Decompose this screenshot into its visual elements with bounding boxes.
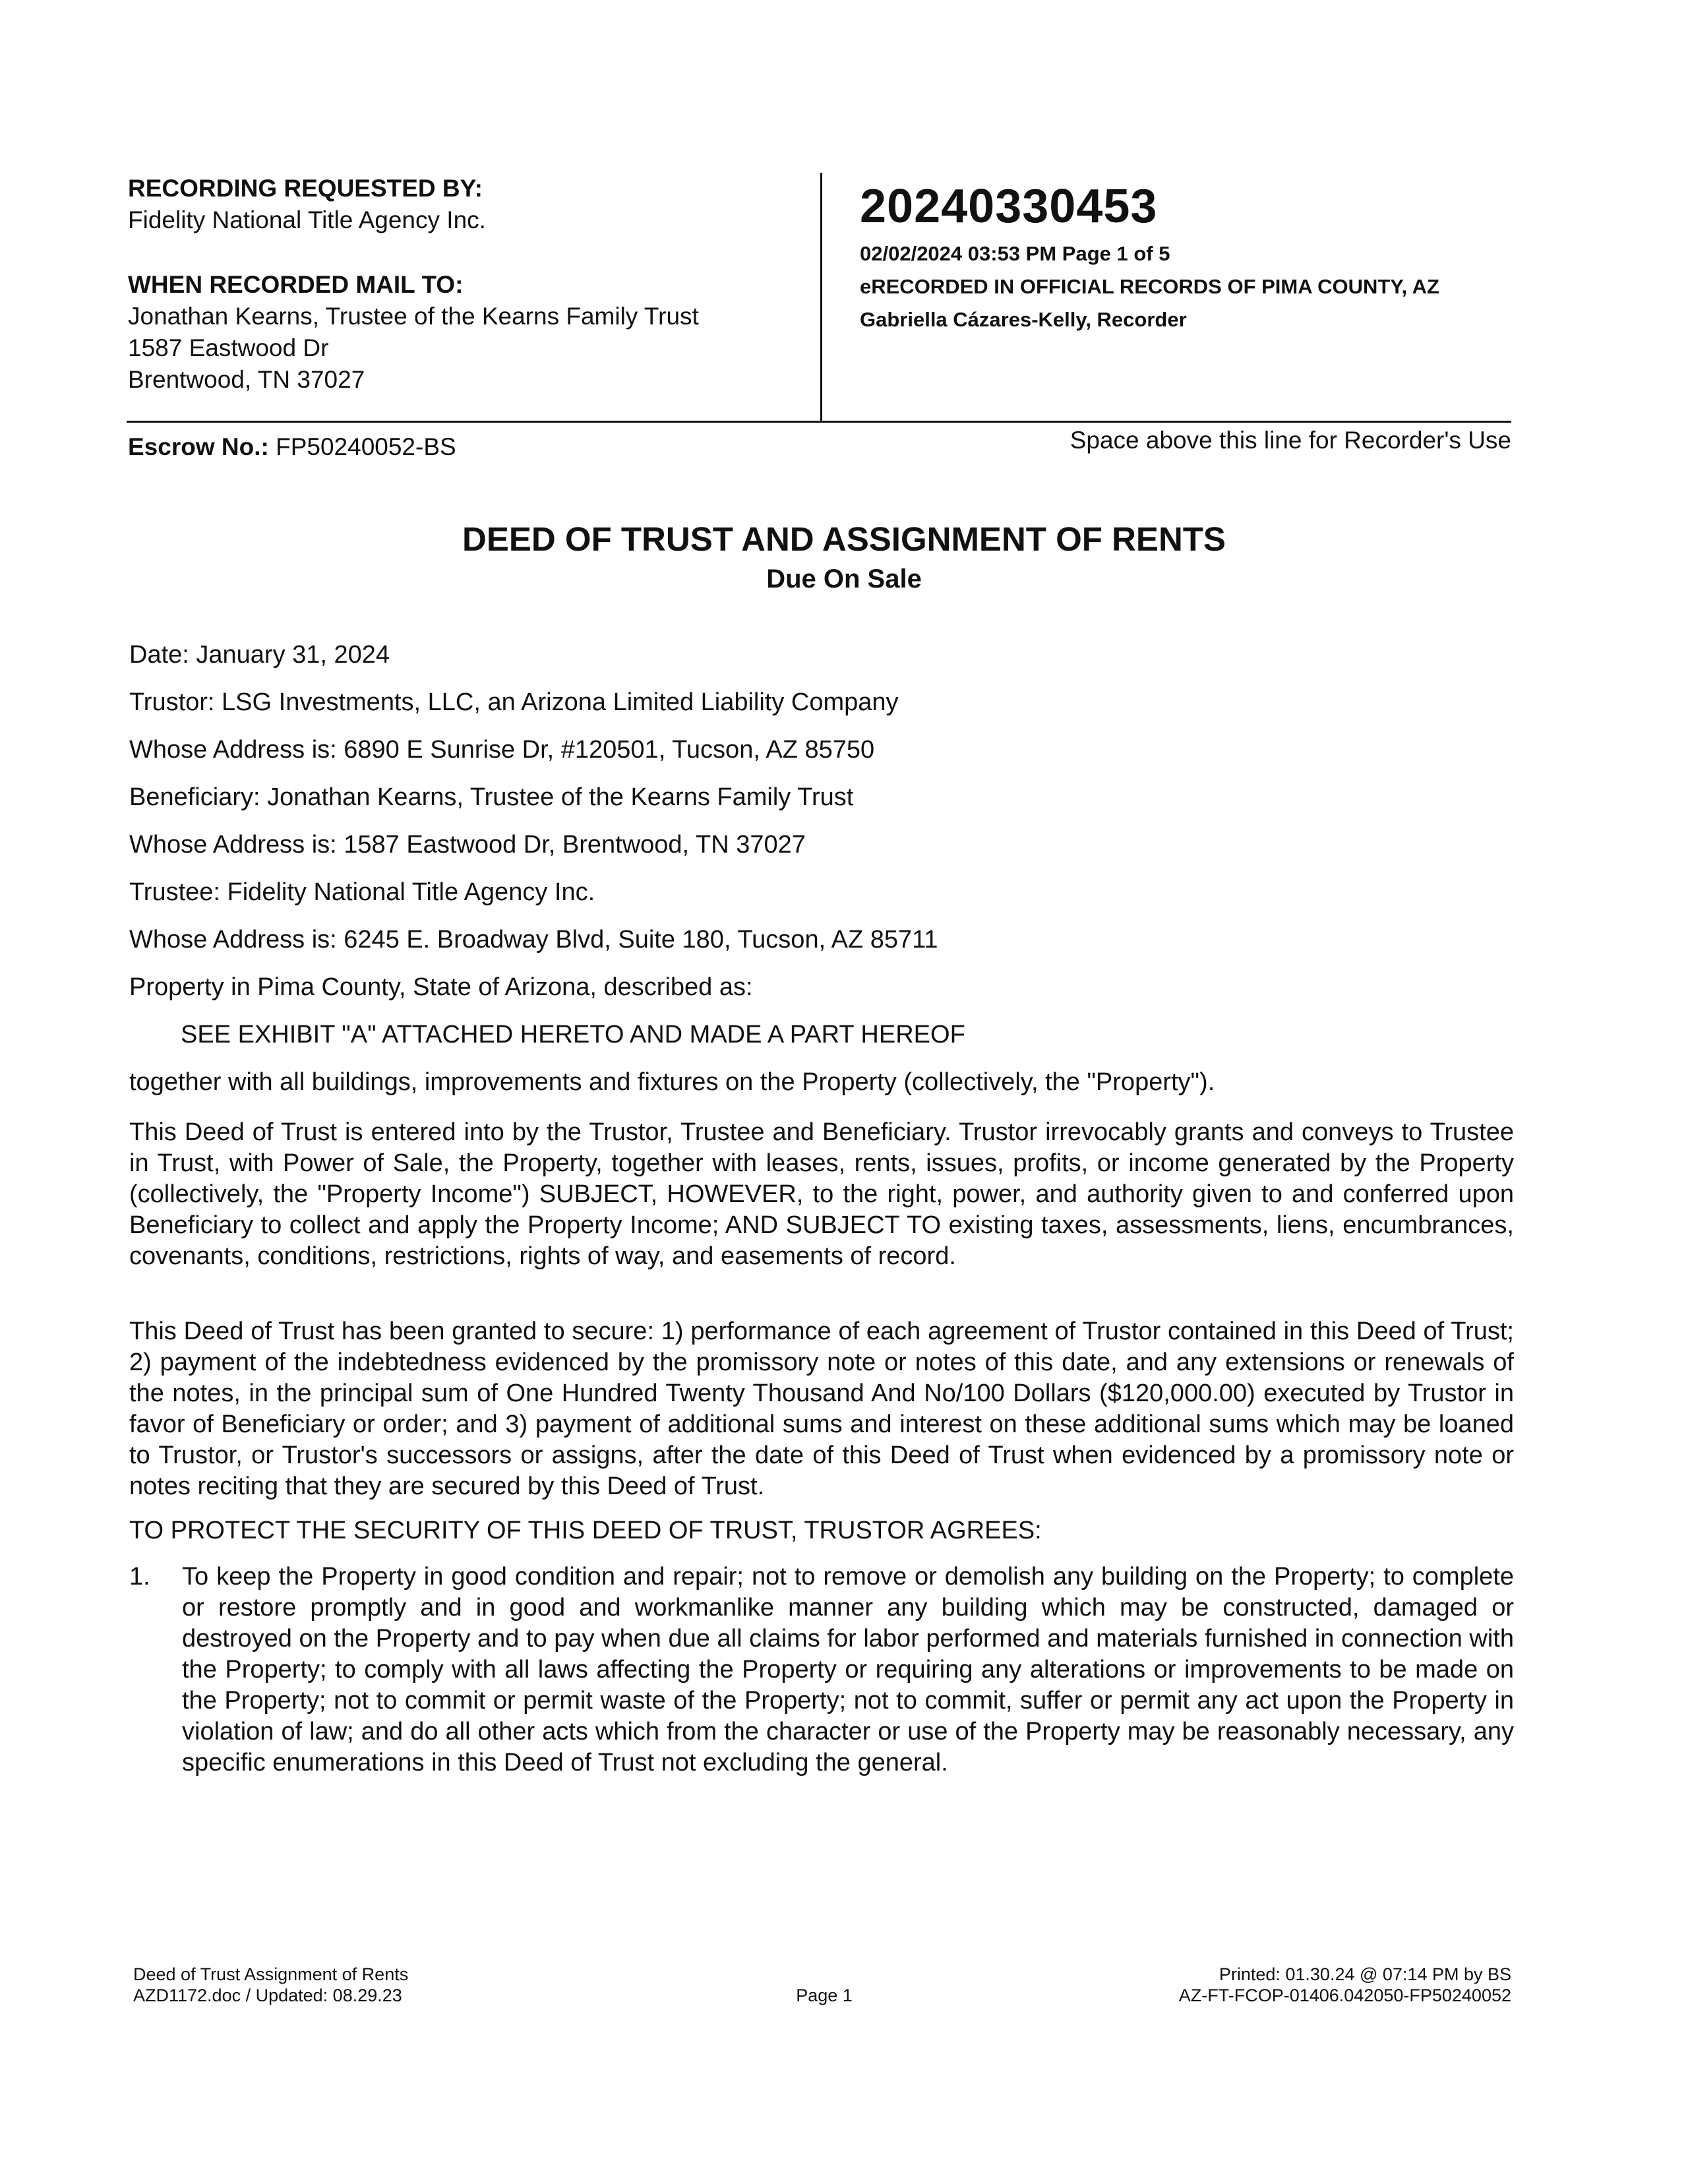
trustor-field: Trustor: LSG Investments, LLC, an Arizona Limited Liability Company bbox=[129, 688, 899, 716]
trustor-agrees-heading: TO PROTECT THE SECURITY OF THIS DEED OF TRUST, TRUSTOR AGREES: bbox=[129, 1517, 1042, 1544]
footer-page-number: Page 1 bbox=[796, 1986, 853, 2005]
recording-number: 20240330453 bbox=[860, 180, 1158, 233]
escrow-value: FP50240052-BS bbox=[276, 433, 456, 460]
beneficiary-field: Beneficiary: Jonathan Kearns, Trustee of the Kearns Family Trust bbox=[129, 783, 854, 811]
document-subtitle: Due On Sale bbox=[766, 564, 922, 593]
recording-requested-label: RECORDING REQUESTED BY: bbox=[128, 175, 483, 202]
escrow-number bbox=[128, 431, 456, 463]
footer-printed: Printed: 01.30.24 @ 07:14 PM by BS bbox=[1219, 1964, 1511, 1984]
footer-file-id: AZ-FT-FCOP-01406.042050-FP50240052 bbox=[1178, 1986, 1511, 2005]
grant-paragraph: This Deed of Trust is entered into by the Trustor, Trustee and Beneficiary. Trustor irrevocably grants and conveys to Trustee in Trust, with Power of Sale, the Property, together with leases, rents, issues, profits, or income generated by the Property (collectively, the "Property Income") SUBJECT, HOWEVER, to the right, power, and authority given to and conferred upon Beneficiary to collect and apply the Property Income; AND SUBJECT TO existing taxes, assessments, liens, encumbrances, covenants, conditions, restrictions, rights of way, and easements of record. bbox=[129, 1118, 1514, 1270]
mail-to-line: Jonathan Kearns, Trustee of the Kearns Family Trust bbox=[128, 303, 699, 330]
trustor-address-field: Whose Address is: 6890 E Sunrise Dr, #120501, Tucson, AZ 85750 bbox=[129, 736, 875, 764]
recording-requested-value: Fidelity National Title Agency Inc. bbox=[128, 206, 486, 233]
covenant-number: 1. bbox=[129, 1563, 150, 1591]
document-title: DEED OF TRUST AND ASSIGNMENT OF RENTS bbox=[462, 520, 1226, 558]
recording-stamp bbox=[860, 179, 1439, 336]
recording-requested-block bbox=[128, 173, 486, 236]
beneficiary-address-field: Whose Address is: 1587 Eastwood Dr, Brentwood, TN 37027 bbox=[129, 831, 806, 859]
footer-right bbox=[1179, 1964, 1511, 2006]
header-divider-vertical bbox=[820, 173, 822, 421]
trustee-field: Trustee: Fidelity National Title Agency Inc. bbox=[129, 878, 595, 906]
property-description-field: Property in Pima County, State of Arizona, described as: bbox=[129, 973, 753, 1001]
mail-to-line: Brentwood, TN 37027 bbox=[128, 366, 365, 393]
property-collective-definition: together with all buildings, improvements and fixtures on the Property (collectively, the "Property"). bbox=[129, 1068, 1215, 1096]
footer-form-name: Deed of Trust Assignment of Rents bbox=[133, 1964, 409, 1984]
footer-form-id: AZD1172.doc / Updated: 08.29.23 bbox=[133, 1986, 402, 2005]
exhibit-reference: SEE EXHIBIT "A" ATTACHED HERETO AND MADE A PART HEREOF bbox=[181, 1021, 965, 1048]
mail-to-line: 1587 Eastwood Dr bbox=[128, 334, 329, 361]
mail-to-block bbox=[128, 269, 699, 396]
date-field: Date: January 31, 2024 bbox=[129, 641, 390, 669]
trustee-address-field: Whose Address is: 6245 E. Broadway Blvd, Suite 180, Tucson, AZ 85711 bbox=[129, 926, 938, 954]
mail-to-label: WHEN RECORDED MAIL TO: bbox=[128, 271, 464, 298]
security-paragraph: This Deed of Trust has been granted to secure: 1) performance of each agreement of Trustor contained in this Deed of Trust; 2) payment of the indebtedness evidenced by the promissory note or notes of this date, and any extensions or renewals of the notes, in the principal sum of One Hundred Twenty Thousand And No/100 Dollars ($120,000.00) executed by Trustor in favor of Beneficiary or order; and 3) payment of additional sums and interest on these additional sums which may be loaned to Trustor, or Trustor's successors or assigns, after the date of this Deed of Trust when evidenced by a promissory note or notes reciting that they are secured by this Deed of Trust. bbox=[129, 1318, 1514, 1500]
recorder-name: Gabriella Cázares-Kelly, Recorder bbox=[860, 308, 1187, 331]
covenant-text: To keep the Property in good condition and repair; not to remove or demolish any building on the Property; to complete or restore promptly and in good and workmanlike manner any building which may be constructed, damaged or destroyed on the Property and to pay when due all claims for labor performed and materials furnished in connection with the Property; to comply with all laws affecting the Property or requiring any alterations or improvements to be made on the Property; not to commit or permit waste of the Property; not to commit, suffer or permit any act upon the Property in violation of law; and do all other acts which from the character or use of the Property may be reasonably necessary, any specific enumerations in this Deed of Trust not excluding the general. bbox=[182, 1563, 1514, 1776]
escrow-label: Escrow No.: bbox=[128, 433, 269, 460]
recording-office: eRECORDED IN OFFICIAL RECORDS OF PIMA COUNTY, AZ bbox=[860, 275, 1439, 298]
recorder-use-note: Space above this line for Recorder's Use bbox=[1070, 427, 1511, 454]
recording-datetime: 02/02/2024 03:53 PM Page 1 of 5 bbox=[860, 242, 1170, 265]
recorder-space-line bbox=[127, 421, 1511, 423]
